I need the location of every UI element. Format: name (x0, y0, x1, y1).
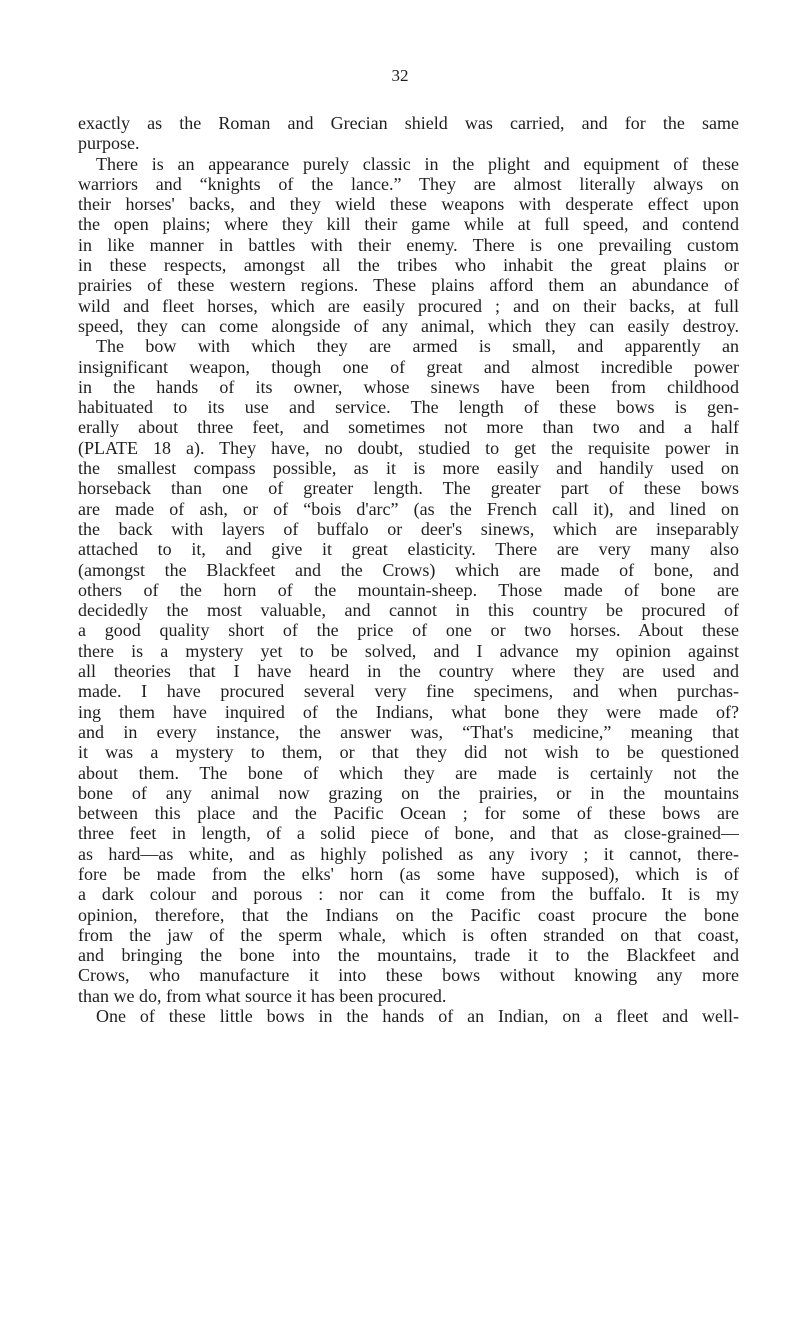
text-line: in like manner in battles with their enemy. There is one prevailing custom (78, 234, 739, 255)
text-line: about them. The bone of which they are made is certainly not the (78, 762, 739, 783)
text-line: attached to it, and give it great elasticity. There are very many also (78, 539, 739, 560)
text-line: others of the horn of the mountain-sheep. Those made of bone are (78, 579, 739, 600)
text-line: it was a mystery to them, or that they did not wish to be questioned (78, 742, 739, 763)
text-line: than we do, from what source it has been procured. (78, 985, 447, 1006)
text-line: between this place and the Pacific Ocean ; for some of these bows are (78, 803, 739, 824)
text-line: a dark colour and porous : nor can it come from the buffalo. It is my (78, 884, 739, 905)
text-line: insignificant weapon, though one of great and almost incredible power (78, 356, 739, 377)
text-line: fore be made from the elks' horn (as some have supposed), which is of (78, 863, 739, 884)
text-line: There is an appearance purely classic in the plight and equipment of these (96, 153, 739, 174)
text-line: erally about three feet, and sometimes not more than two and a half (78, 417, 739, 438)
text-line: are made of ash, or of “bois d'arc” (as the French call it), and lined on (78, 498, 739, 519)
text-line: warriors and “knights of the lance.” They are almost literally always on (78, 173, 739, 194)
text-line: their horses' backs, and they wield these weapons with desperate effect upon (78, 194, 739, 215)
text-line: (amongst the Blackfeet and the Crows) which are made of bone, and (78, 559, 739, 580)
page-number: 32 (391, 66, 409, 85)
text-line: there is a mystery yet to be solved, and I advance my opinion against (78, 640, 739, 661)
text-line: and bringing the bone into the mountains, trade it to the Blackfeet and (78, 945, 739, 966)
text-line: decidedly the most valuable, and cannot in this country be procured of (78, 600, 739, 621)
text-line: all theories that I have heard in the country where they are used and (78, 661, 739, 682)
text-line: and in every instance, the answer was, “That's medicine,” meaning that (78, 721, 739, 742)
text-line: in the hands of its owner, whose sinews have been from childhood (78, 376, 739, 397)
text-line: in these respects, amongst all the tribes who inhabit the great plains or (78, 255, 739, 276)
text-line: bone of any animal now grazing on the prairies, or in the mountains (78, 782, 739, 803)
text-line: from the jaw of the sperm whale, which is often stranded on that coast, (78, 924, 739, 945)
text-line: as hard—as white, and as highly polished as any ivory ; it cannot, there- (78, 843, 739, 864)
text-line: the back with layers of buffalo or deer's sinews, which are inseparably (78, 518, 739, 539)
text-line: three feet in length, of a solid piece of bone, and that as close-grained— (78, 823, 739, 844)
text-line: (PLATE 18 a). They have, no doubt, studied to get the requisite power in (78, 437, 739, 458)
text-line: ing them have inquired of the Indians, what bone they were made of? (78, 701, 739, 722)
text-line: purpose. (78, 133, 140, 154)
text-line: made. I have procured several very fine specimens, and when purchas- (78, 681, 739, 702)
text-line: opinion, therefore, that the Indians on the Pacific coast procure the bone (78, 904, 739, 925)
text-line: prairies of these western regions. These plains afford them an abundance of (78, 275, 739, 296)
text-line: horseback than one of greater length. The greater part of these bows (78, 478, 739, 499)
text-line: The bow with which they are armed is small, and apparently an (96, 336, 739, 357)
text-line: the open plains; where they kill their game while at full speed, and contend (78, 214, 739, 235)
text-line: speed, they can come alongside of any animal, which they can easily destroy. (78, 315, 739, 336)
text-line: the smallest compass possible, as it is more easily and handily used on (78, 458, 739, 479)
text-line: exactly as the Roman and Grecian shield was carried, and for the same (78, 113, 739, 133)
text-line: a good quality short of the price of one or two horses. About these (78, 620, 739, 641)
body-text (78, 113, 739, 1026)
text-line: One of these little bows in the hands of an Indian, on a fleet and well- (96, 1006, 739, 1027)
text-line: Crows, who manufacture it into these bows without knowing any more (78, 965, 739, 986)
text-line: wild and fleet horses, which are easily procured ; and on their backs, at full (78, 295, 739, 316)
text-line: habituated to its use and service. The length of these bows is gen- (78, 397, 739, 418)
